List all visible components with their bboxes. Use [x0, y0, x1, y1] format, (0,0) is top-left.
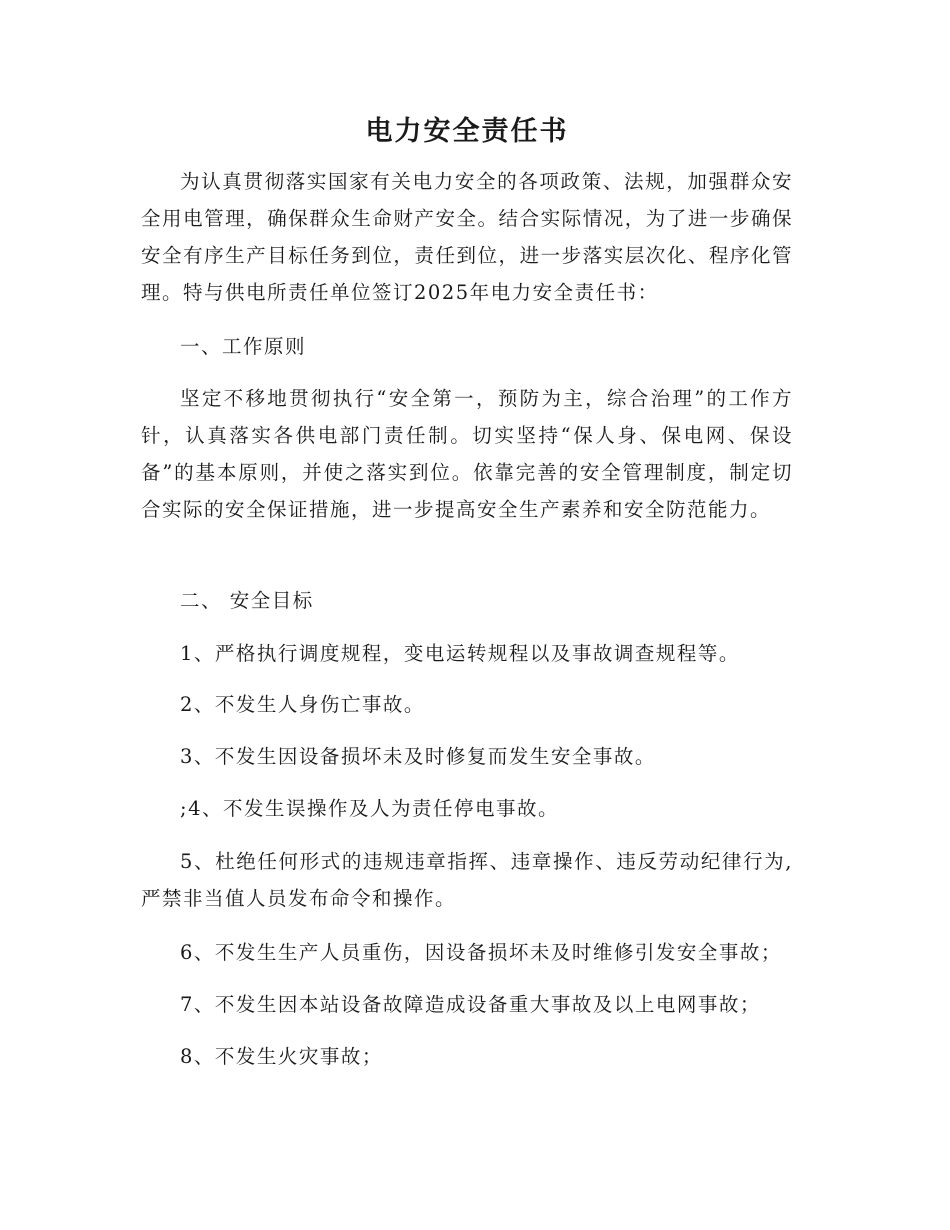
- list-item-goal-5: 5、杜绝任何形式的违规违章指挥、违章操作、违反劳动纪律行为,严禁非当值人员发布命令和操作。: [141, 850, 793, 910]
- paragraph-intro: 为认真贯彻落实国家有关电力安全的各项政策、法规，加强群众安全用电管理，确保群众生命财产安全。结合实际情况，为了进一步确保安全有序生产目标任务到位，责任到位，进一步落实层次化、程序化管理。特与供电所责任单位签订2025年电力安全责任书：: [141, 170, 793, 304]
- list-item-goal-3: 3、不发生因设备损坏未及时修复而发生安全事故。: [180, 745, 656, 768]
- section-heading-principles: 一、工作原则: [180, 335, 307, 358]
- list-item-goal-2: 2、不发生人身伤亡事故。: [180, 693, 425, 716]
- list-item-goal-7: 7、不发生因本站设备故障造成设备重大事故及以上电网事故；: [180, 993, 761, 1016]
- document-title: 电力安全责任书: [365, 116, 569, 147]
- list-item-goal-4: ;4、不发生误操作及人为责任停电事故。: [180, 797, 559, 820]
- list-item-goal-1: 1、严格执行调度规程，变电运转规程以及事故调查规程等。: [180, 642, 740, 665]
- paragraph-principles: 坚定不移地贯彻执行“安全第一，预防为主，综合治理”的工作方针，认真落实各供电部门责任制。切实坚持“保人身、保电网、保设备”的基本原则，并使之落实到位。依靠完善的安全管理制度，制定切合实际的安全保证措施，进一步提高安全生产素养和安全防范能力。: [141, 387, 793, 521]
- list-item-goal-6: 6、不发生生产人员重伤，因设备损坏未及时维修引发安全事故；: [180, 941, 782, 964]
- list-item-goal-8: 8、不发生火灾事故；: [180, 1045, 383, 1068]
- section-heading-goals: 二、 安全目标: [180, 589, 314, 612]
